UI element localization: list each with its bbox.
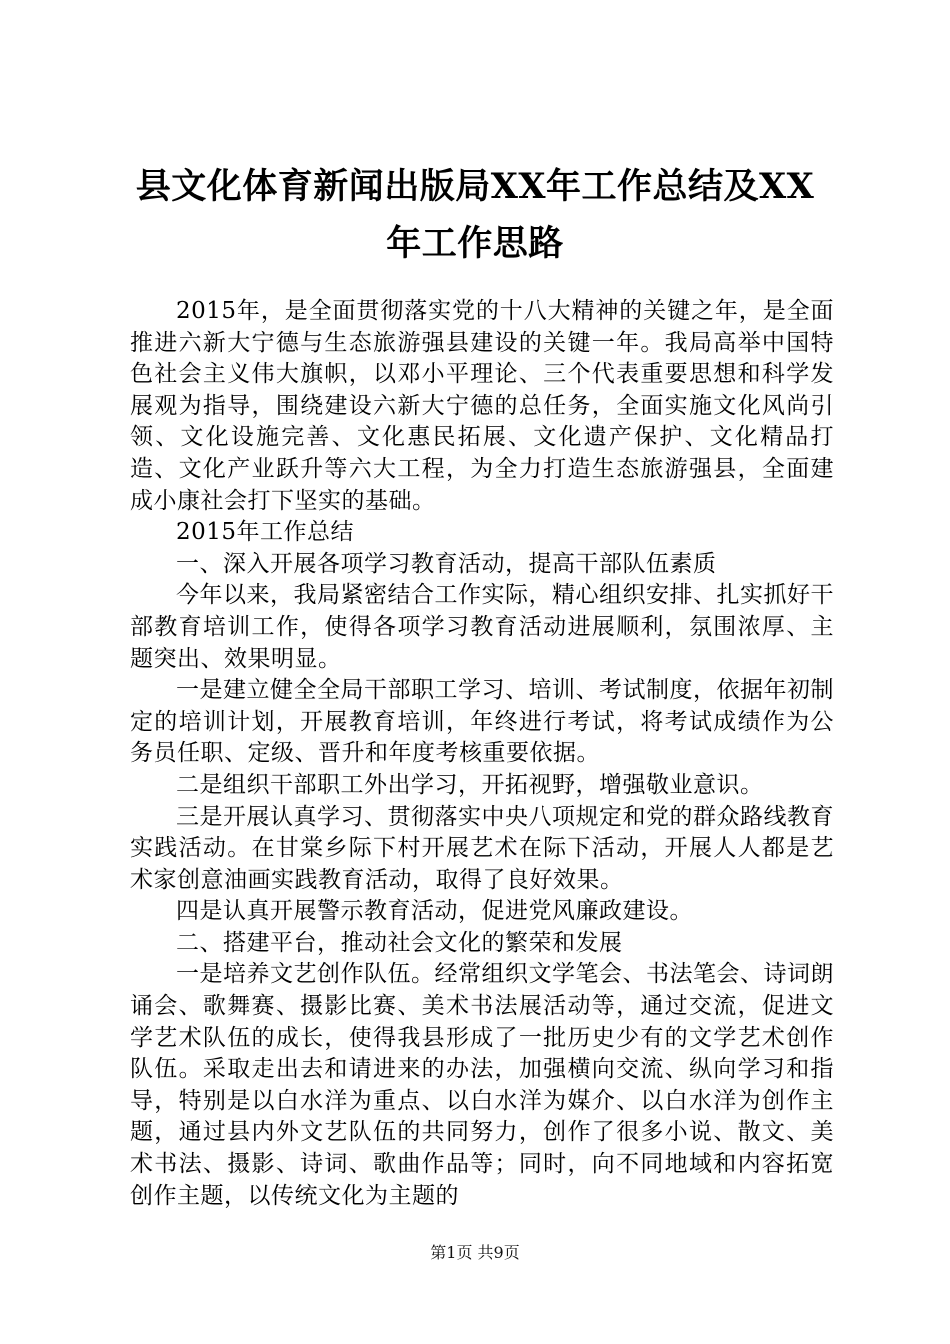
section-heading: 一、深入开展各项学习教育活动，提高干部队伍素质	[176, 550, 717, 577]
paragraph: 一是培养文艺创作队伍。经常组织文学笔会、书法笔会、诗词朗诵会、歌舞赛、摄影比赛、美术书法展活动等，通过交流，促进文学艺术队伍的成长，使得我县形成了一批历史少有的文学艺术创作队伍。采取走出去和请进来的办法，加强横向交流、纵向学习和指导，特别是以白水洋为重点、以白水洋为媒介、以白水洋为创作主题，通过县内外文艺队伍的共同努力，创作了很多小说、散文、美术书法、摄影、诗词、歌曲作品等；同时，向不同地域和内容拓宽创作主题，以传统文化为主题的	[130, 961, 834, 1209]
section-heading: 2015年工作总结	[176, 519, 355, 546]
paragraph: 2015年，是全面贯彻落实党的十八大精神的关键之年，是全面推进六新大宁德与生态旅游强县建设的关键一年。我局高举中国特色社会主义伟大旗帜，以邓小平理论、三个代表重要思想和科学发展观为指导，围绕建设六新大宁德的总任务，全面实施文化风尚引领、文化设施完善、文化惠民拓展、文化遗产保护、文化精品打造、文化产业跃升等六大工程，为全力打造生态旅游强县，全面建成小康社会打下坚实的基础。	[130, 298, 834, 514]
paragraph: 三是开展认真学习、贯彻落实中央八项规定和党的群众路线教育实践活动。在甘棠乡际下村开展艺术在际下活动，开展人人都是艺术家创意油画实践教育活动，取得了良好效果。	[130, 803, 834, 893]
paragraph: 今年以来，我局紧密结合工作实际，精心组织安排、扎实抓好干部教育培训工作，使得各项学习教育活动进展顺利，氛围浓厚、主题突出、效果明显。	[130, 582, 834, 672]
document-body	[130, 296, 834, 1212]
page-footer: 第1页 共9页	[430, 1243, 520, 1262]
paragraph: 二是组织干部职工外出学习，开拓视野，增强敬业意识。	[176, 771, 764, 798]
paragraph: 一是建立健全全局干部职工学习、培训、考试制度，依据年初制定的培训计划，开展教育培训，年终进行考试，将考试成绩作为公务员任职、定级、晋升和年度考核重要依据。	[130, 677, 834, 767]
document-title: 县文化体育新闻出版局XX年工作总结及XX年工作思路	[135, 166, 815, 264]
section-heading: 二、搭建平台，推动社会文化的繁荣和发展	[176, 929, 623, 956]
paragraph: 四是认真开展警示教育活动，促进党风廉政建设。	[176, 898, 693, 925]
